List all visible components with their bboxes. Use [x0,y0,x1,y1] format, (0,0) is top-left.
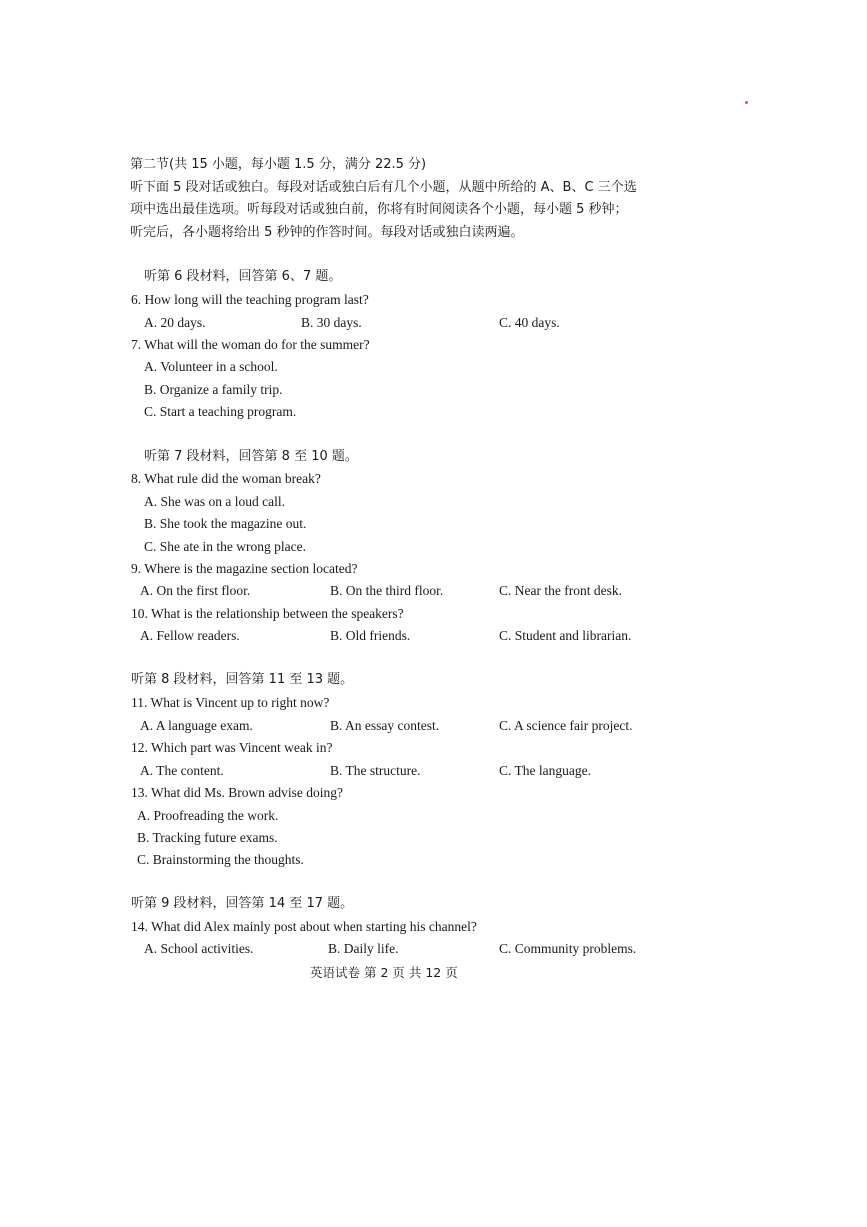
question-text: 10. What is the relationship between the speakers? [131,606,404,621]
question-text: 13. What did Ms. Brown advise doing? [131,785,343,800]
question-text: 7. What will the woman do for the summer? [131,337,370,352]
option-b: B. An essay contest. [330,718,440,733]
instruction-line-1: 听下面 5 段对话或独白。每段对话或独白后有几个小题，从题中所给的 A、B、C 三个选 [130,180,637,195]
option-b: B. 30 days. [301,315,362,330]
option-a: A. School activities. [144,941,254,956]
red-mark [745,101,748,104]
option-b: B. She took the magazine out. [144,516,307,531]
option-c: C. 40 days. [499,315,560,330]
option-c: C. Student and librarian. [499,628,632,643]
instruction-line-2: 项中选出最佳选项。听每段对话或独白前，你将有时间阅读各个小题，每小题 5 秒钟； [130,202,628,217]
option-b: B. Daily life. [328,941,399,956]
option-c: C. Brainstorming the thoughts. [137,852,304,867]
question-text: 11. What is Vincent up to right now? [131,695,330,710]
option-c: C. She ate in the wrong place. [144,539,306,554]
question-text: 9. Where is the magazine section located? [131,561,358,576]
option-a: A. Fellow readers. [140,628,240,643]
option-c: C. Start a teaching program. [144,404,297,419]
group-label: 听第 7 段材料，回答第 8 至 10 题。 [144,449,358,464]
option-c: C. Community problems. [499,941,637,956]
instruction-line-3: 听完后，各小题将给出 5 秒钟的作答时间。每段对话或独白读两遍。 [130,225,524,240]
page-footer: 英语试卷 第 2 页 共 12 页 [310,965,458,980]
option-a: A. Proofreading the work. [137,808,279,823]
option-b: B. Old friends. [330,628,411,643]
option-a: A. Volunteer in a school. [144,359,278,374]
question-text: 12. Which part was Vincent weak in? [131,740,333,755]
option-a: A. She was on a loud call. [144,494,285,509]
option-a: A. The content. [140,763,224,778]
section-heading: 第二节(共 15 小题，每小题 1.5 分，满分 22.5 分) [130,157,427,172]
option-c: C. Near the front desk. [499,583,622,598]
option-a: A. 20 days. [144,315,206,330]
option-c: C. The language. [499,763,591,778]
option-b: B. On the third floor. [330,583,444,598]
question-text: 14. What did Alex mainly post about when starting his channel? [131,919,477,934]
option-c: C. A science fair project. [499,718,633,733]
question-text: 8. What rule did the woman break? [131,471,321,486]
option-b: B. Tracking future exams. [137,830,278,845]
group-label: 听第 9 段材料，回答第 14 至 17 题。 [131,896,354,911]
group-label: 听第 6 段材料，回答第 6、7 题。 [144,269,342,284]
option-b: B. Organize a family trip. [144,382,283,397]
option-a: A. A language exam. [140,718,253,733]
option-b: B. The structure. [330,763,421,778]
group-label: 听第 8 段材料，回答第 11 至 13 题。 [131,672,354,687]
question-text: 6. How long will the teaching program last? [131,292,369,307]
option-a: A. On the first floor. [140,583,251,598]
